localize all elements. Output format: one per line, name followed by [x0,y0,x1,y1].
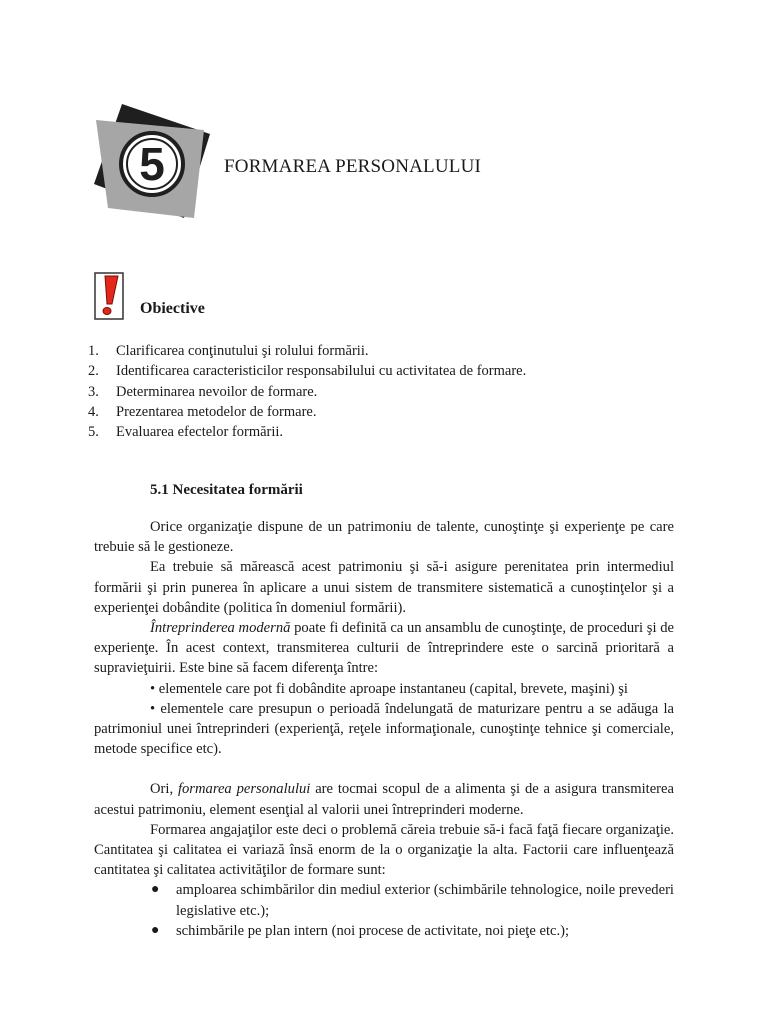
bullet-list [94,880,674,941]
emphasis-text: Întreprinderea modernă [150,620,291,637]
list-text: Prezentarea metodelor de formare. [116,403,317,420]
list-text: Evaluarea efectelor formării. [116,424,284,441]
paragraph [94,779,674,819]
list-item [88,402,688,422]
body-text [94,517,674,941]
paragraph-text: are tocmai scopul de a alimenta şi de a asigura transmiterea acestui patrimoniu, element esenţial al valorii unei întreprinderi moderne. [94,781,674,818]
list-text: amploarea schimbărilor din mediul exterior (schimbările tehnologice, noile prevederi legislative etc.); [176,882,674,919]
objectives-heading: Obiective [140,300,205,317]
paragraph: • elementele care presupun o perioadă îndelungată de maturizare pentru a se adăuga la patrimoniul unei întreprinderi (experienţă, reţele informaţionale, cunoştinţe tehnice şi comerciale, metode specifice etc). [94,700,674,758]
emphasis-text: formarea personalului [177,781,311,798]
list-item [94,880,674,920]
list-item [88,341,688,361]
list-item [88,422,688,442]
list-text: Determinarea nevoilor de formare. [116,383,318,400]
paragraph [94,618,674,679]
list-item [88,361,688,381]
chapter-title: FORMAREA PERSONALULUI [224,156,482,177]
exclamation-icon [94,272,124,320]
list-number: 3. [88,383,99,400]
list-number: 2. [88,363,99,380]
chapter-number: 5 [139,138,165,190]
paragraph: • elementele care pot fi dobândite aproape instantaneu (capital, brevete, maşini) şi [150,680,628,697]
paragraph: Ea trebuie să mărească acest patrimoniu şi să-i asigure perenitatea prin intermediul formării şi prin punerea în aplicare a unui sistem de transmitere sistematică a cunoştinţelor şi a experienţei dobândite (politica în domeniul formării). [94,559,674,616]
bullet-icon: ● [151,922,160,938]
paragraph-text: Ori, [150,781,178,798]
bullet-icon: ● [151,882,160,898]
list-number: 5. [88,424,99,441]
list-item [94,921,674,941]
list-item [88,382,688,402]
paragraph: Orice organizaţie dispune de un patrimoniu de talente, cunoştinţe şi experienţe pe care trebuie să le gestioneze. [94,519,674,556]
list-text: Identificarea caracteristicilor responsabilului cu activitatea de formare. [116,363,527,380]
list-text: schimbările pe plan intern (noi procese de activitate, noi pieţe etc.); [176,922,570,939]
list-number: 4. [88,403,99,420]
paragraph: Formarea angajaţilor este deci o problemă căreia trebuie să-i facă faţă fiecare organizaţie. Cantitatea şi calitatea ei variază însă enorm de la o organizaţie la alta. Factorii care influenţează cantitatea şi calitatea activităţilor de formare sunt: [94,821,674,879]
list-number: 1. [88,343,99,359]
objectives-list [88,341,688,442]
paragraph-text: poate fi definită ca un ansamblu de cunoştinţe, de proceduri şi de experienţe. În acest context, transmiterea culturii de întreprindere este o sarcină prioritară a supravieţuirii. Este bine să facem diferenţa între: [94,620,675,677]
list-text: Clarificarea conţinutului şi rolului formării. [116,343,369,359]
section-heading: 5.1 Necesitatea formării [150,482,303,498]
chapter-number-badge [92,100,214,224]
